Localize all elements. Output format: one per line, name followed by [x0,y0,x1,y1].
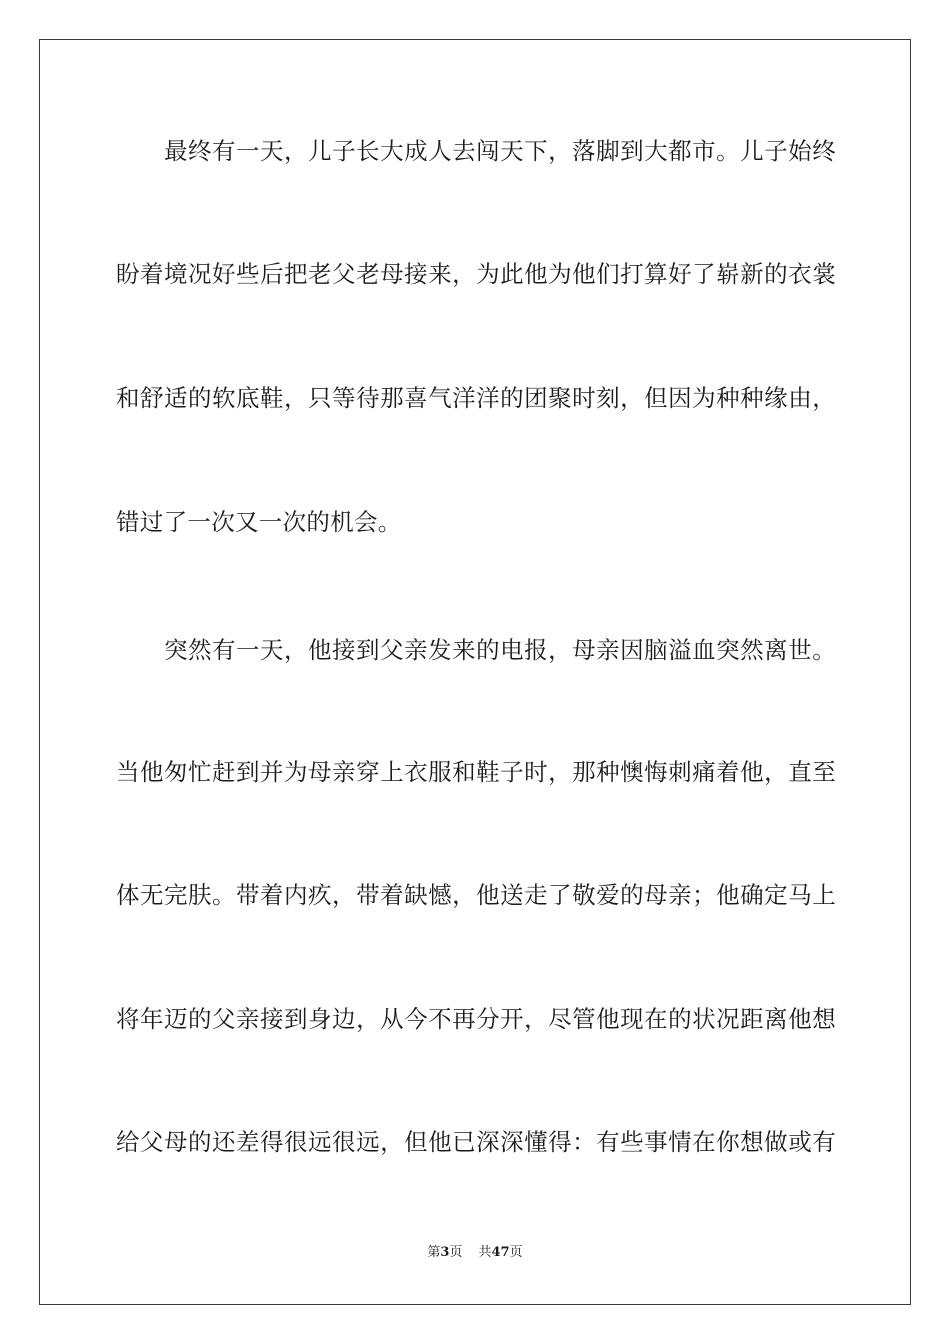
page-label-prefix: 第 [427,1245,441,1260]
text-line: 突然有一天，他接到父亲发来的电报，母亲因脑溢血突然离世。 [164,636,836,664]
text-line: 错过了一次又一次的机会。 [116,508,402,536]
text-line: 将年迈的父亲接到身边，从今不再分开，尽管他现在的状况距离他想 [116,1005,836,1033]
page-border [39,39,911,1305]
total-label-prefix: 共 [478,1245,492,1260]
total-pages: 47 [491,1245,510,1260]
page-footer [0,1244,950,1262]
text-line: 和舒适的软底鞋，只等待那喜气洋洋的团聚时刻，但因为种种缘由， [116,384,836,412]
page-number: 3 [440,1245,450,1260]
text-line: 给父母的还差得很远很远，但他已深深懂得：有些事情在你想做或有 [116,1128,836,1156]
page-label-suffix: 页 [449,1245,463,1260]
text-line: 当他匆忙赶到并为母亲穿上衣服和鞋子时，那种懊悔刺痛着他，直至 [116,758,836,786]
total-label-suffix: 页 [509,1245,523,1260]
text-line: 体无完肤。带着内疚，带着缺憾，他送走了敬爱的母亲；他确定马上 [116,881,836,909]
text-line: 盼着境况好些后把老父老母接来，为此他为他们打算好了崭新的衣裳 [116,260,836,288]
text-line: 最终有一天，儿子长大成人去闯天下，落脚到大都市。儿子始终 [164,137,836,165]
